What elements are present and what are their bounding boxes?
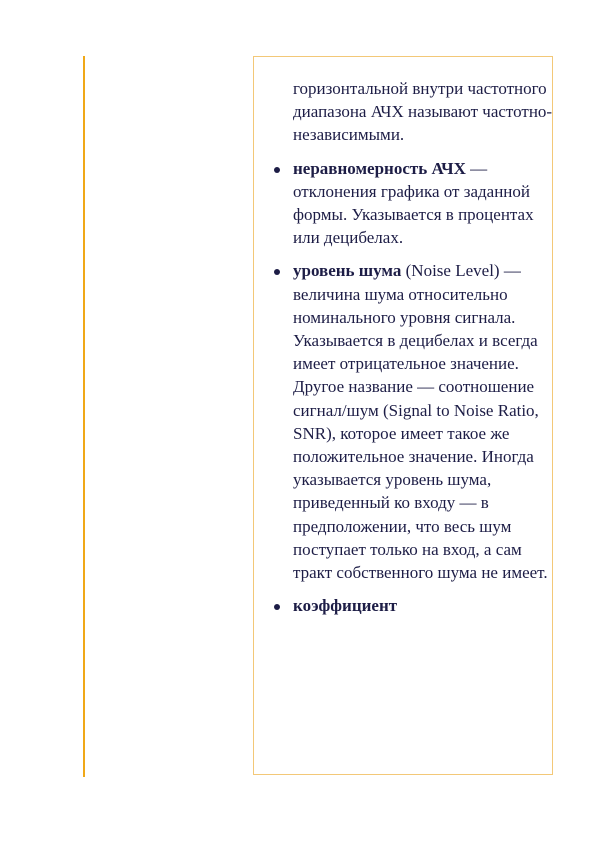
bullet-term: неравномерность АЧХ: [293, 158, 466, 178]
bullet-item-noise-level: [293, 259, 553, 584]
bullet-text: — отклонения графика от заданной формы. Указывается в процентах или децибелах.: [293, 158, 534, 248]
bullet-dot-icon: [274, 604, 280, 610]
panel-content: [293, 77, 553, 617]
left-margin-rule: [83, 56, 85, 777]
bullet-dot-icon: [274, 269, 280, 275]
bullet-term: коэффициент: [293, 596, 398, 616]
bullet-text: (Noise Level) — величина шума относительно номинального уровня сигнала. Указывается в децибелах и всегда имеет отрицательное значение. Другое название — соотношение сигнал/шум (Signal to Noise Ratio, SNR), которое имеет такое же положительное значение. Иногда указывается уровень шума, приведенный ко входу — в предположении, что весь шум поступает только на вход, а сам тракт собственного шума не имеет.: [293, 261, 548, 583]
bullet-item-coefficient: [293, 594, 553, 617]
bullet-term: уровень шума: [293, 261, 402, 281]
bullet-item-nonuniformity: [293, 157, 553, 250]
text-panel: [253, 56, 553, 775]
intro-paragraph: горизонтальной внутри частотного диапазона АЧХ называют частотно-независимыми.: [293, 79, 553, 145]
bullet-dot-icon: [274, 167, 280, 173]
